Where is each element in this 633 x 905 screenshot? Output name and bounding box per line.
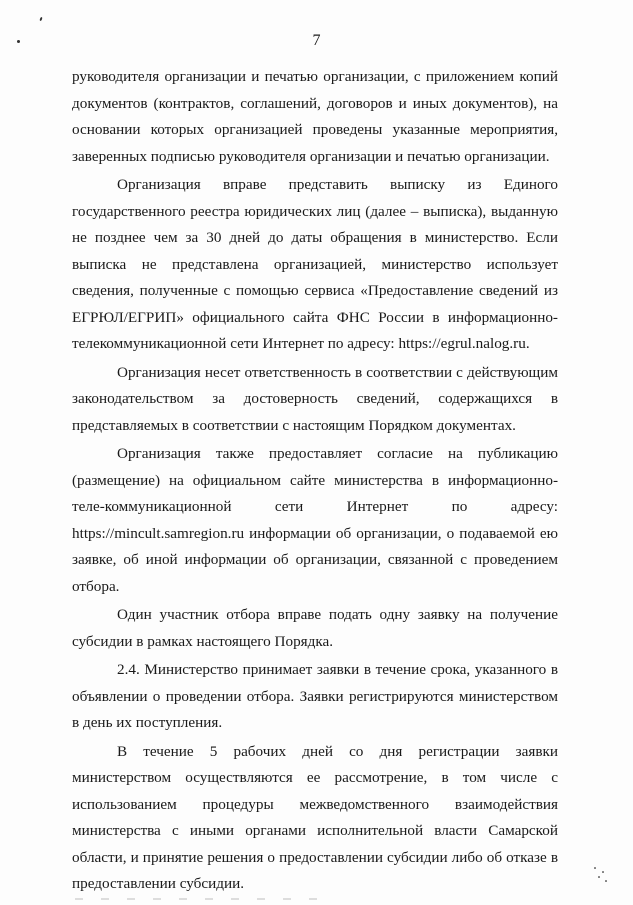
paragraph-responsibility: Организация несет ответственность в соответствии с действующим законодательством за достоверность сведений, содержащихся в представляемых в соответствии с настоящим Порядком документах. (72, 363, 558, 434)
document-body (72, 64, 558, 898)
scan-edge-artifact (75, 898, 335, 900)
scan-speck (39, 17, 42, 21)
page-number: 7 (312, 32, 321, 49)
paragraph-single-application: Один участник отбора вправе подать одну заявку на получение субсидии в рамках настоящего Порядка. (72, 606, 558, 650)
paragraph-egrul-extract: Организация вправе представить выписку из Единого государственного реестра юридических лиц (далее – выписка), выданную не позднее чем за 30 дней до даты обращения в министерство. Если выписка не представлена организацией, министерство использует сведения, полученные с помощью сервиса «Предоставление сведений из ЕГРЮЛ/ЕГРИП» официального сайта ФНС России в информационно-телекоммуникационной сети Интернет по адресу: https://egrul.nalog.ru. (72, 176, 558, 352)
scan-noise (590, 865, 610, 885)
paragraph-continuation: руководителя организации и печатью организации, с приложением копий документов (контрактов, соглашений, договоров и иных документов), на основании которых организацией проведены указанные мероприятия, заверенных подписью руководителя организации и печатью организации. (72, 68, 558, 165)
paragraph-section-2-4: 2.4. Министерство принимает заявки в течение срока, указанного в объявлении о проведении отбора. Заявки регистрируются министерством в день их поступления. (72, 661, 558, 731)
paragraph-review-period: В течение 5 рабочих дней со дня регистрации заявки министерством осуществляются ее рассмотрение, в том числе с использованием процедуры межведомственного взаимодействия министерства с иными органами исполнительной власти Самарской области, и принятие решения о предоставлении субсидии либо об отказе в предоставлении субсидии. (72, 742, 558, 892)
paragraph-publication-consent: Организация также предоставляет согласие на публикацию (размещение) на официальном сайте министерства в информационно-теле-коммуникационной сети Интернет по адресу: https://mincult.samregion.ru информации об организации, о подаваемой ею заявке, об иной информации об организации, связанной с проведением отбора. (72, 445, 558, 595)
